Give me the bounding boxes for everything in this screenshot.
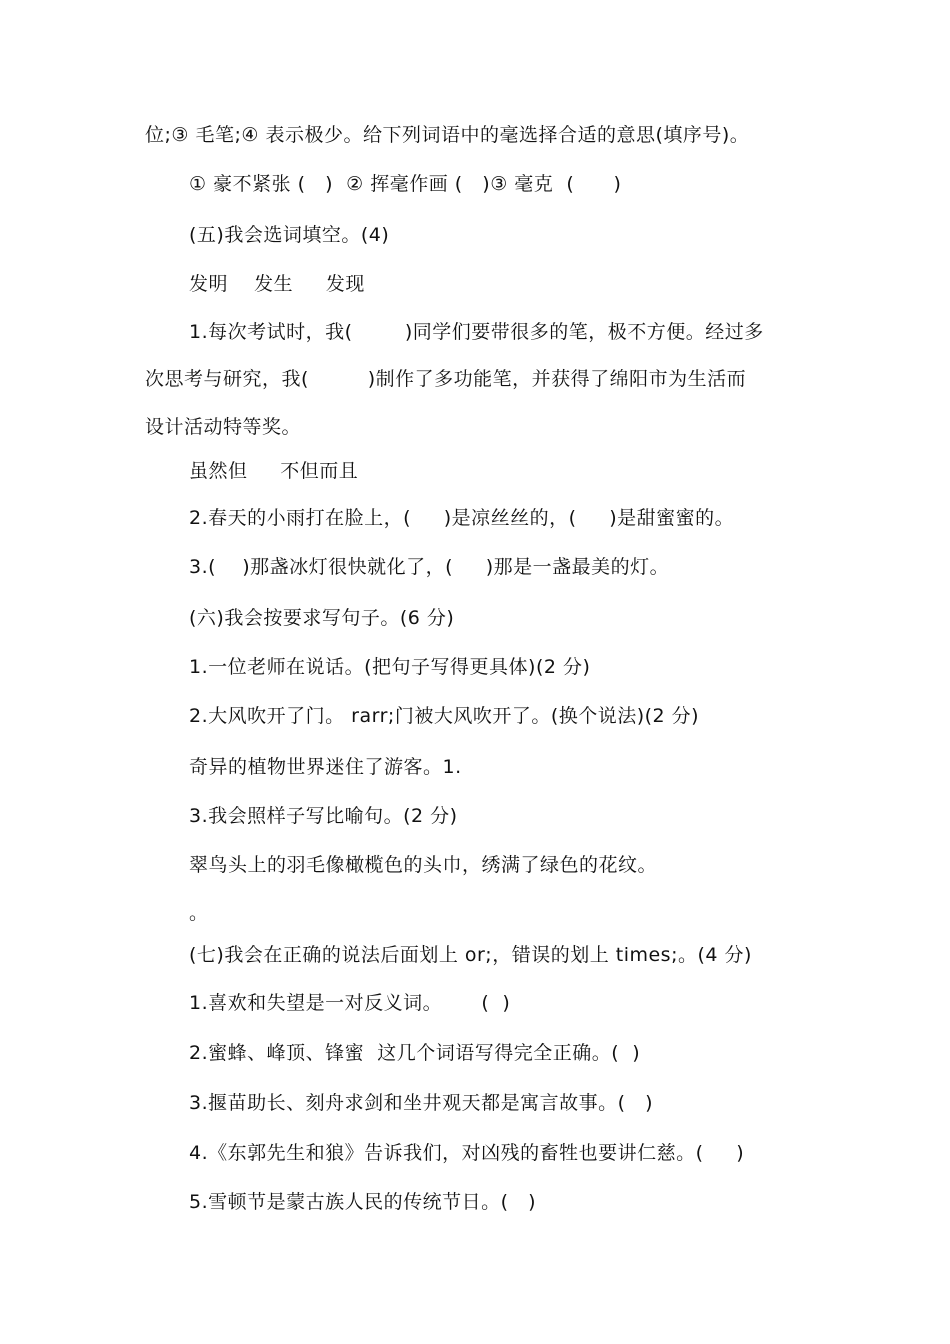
question-item: 2.蜜蜂、峰顶、锋蜜 这几个词语写得完全正确。( ): [189, 1042, 641, 1064]
text-line: 。: [189, 902, 209, 924]
question-item-continued: 设计活动特等奖。: [145, 416, 302, 438]
question-item: 3.( )那盏冰灯很快就化了，( )那是一盏最美的灯。: [189, 556, 670, 578]
question-item-continued: 次思考与研究，我( )制作了多功能笔，并获得了绵阳市为生活而: [145, 368, 747, 390]
text-line: ① 豪不紧张 ( ) ② 挥毫作画 ( )③ 毫克 ( ): [189, 173, 622, 195]
section-heading: (五)我会选词填空。(4): [189, 224, 390, 246]
question-item: 5.雪顿节是蒙古族人民的传统节日。( ): [189, 1191, 537, 1213]
word-choices: 虽然但 不但而且: [189, 460, 359, 482]
question-item: 2.大风吹开了门。 rarr;门被大风吹开了。(换个说法)(2 分): [189, 705, 700, 727]
word-choices: 发明 发生 发现: [189, 273, 365, 295]
question-item: 1.每次考试时，我( )同学们要带很多的笔，极不方便。经过多: [189, 321, 764, 343]
question-item: 4.《东郭先生和狼》告诉我们，对凶残的畜牲也要讲仁慈。( ): [189, 1142, 745, 1164]
section-heading: (七)我会在正确的说法后面划上 or;，错误的划上 times;。(4 分): [189, 944, 752, 966]
example-sentence: 翠鸟头上的羽毛像橄榄色的头巾，绣满了绿色的花纹。: [189, 854, 658, 876]
text-line: 位;③ 毛笔;④ 表示极少。给下列词语中的毫选择合适的意思(填序号)。: [145, 124, 750, 146]
section-heading: (六)我会按要求写句子。(6 分): [189, 607, 455, 629]
question-item: 2.春天的小雨打在脸上，( )是凉丝丝的，( )是甜蜜蜜的。: [189, 507, 735, 529]
question-item: 1.喜欢和失望是一对反义词。 ( ): [189, 992, 511, 1014]
text-line: 奇异的植物世界迷住了游客。1.: [189, 756, 462, 778]
question-item: 3.我会照样子写比喻句。(2 分): [189, 805, 458, 827]
question-item: 3.揠苗助长、刻舟求剑和坐井观天都是寓言故事。( ): [189, 1092, 654, 1114]
question-item: 1.一位老师在说话。(把句子写得更具体)(2 分): [189, 656, 591, 678]
